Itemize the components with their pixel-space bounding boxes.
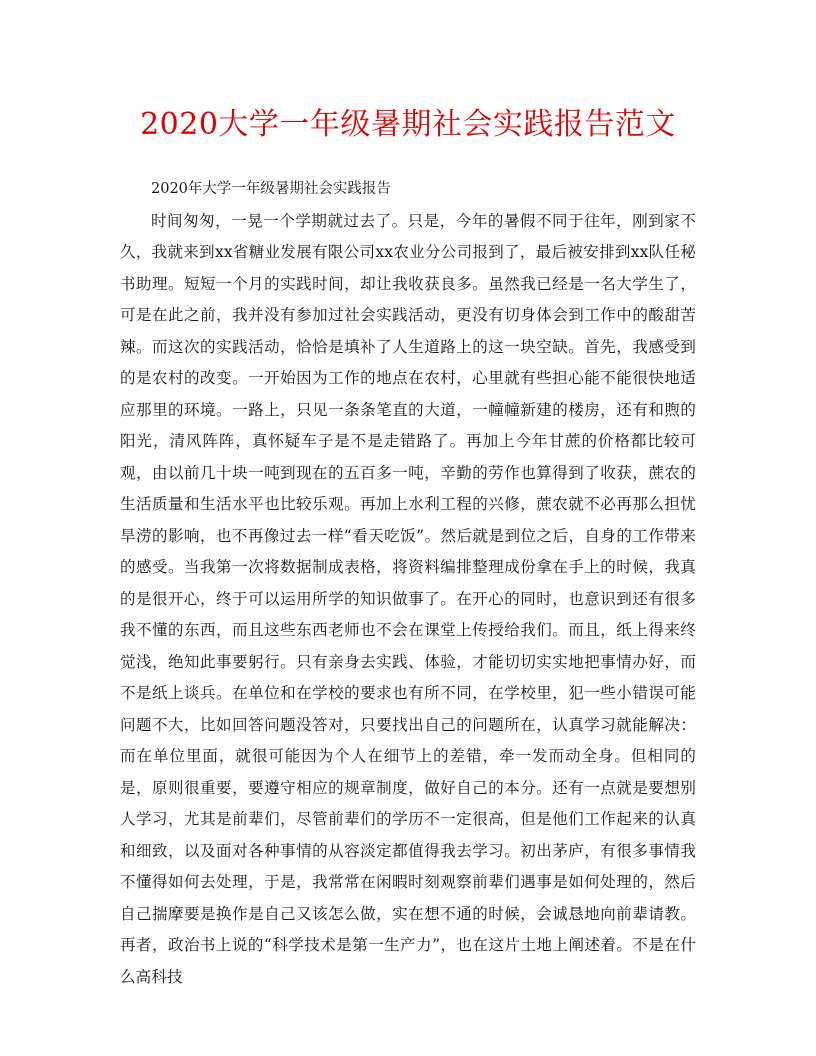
body-paragraph: 时间匆匆，一晃一个学期就过去了。只是，今年的暑假不同于往年，刚到家不久，我就来到xx省糖业发展有限公司xx农业分公司报到了，最后被安排到xx队任秘书助理。短短一个月的实践时间，却让我收获良多。虽然我已经是一名大学生了，可是在此之前，我并没有参加过社会实践活动，更没有切身体会到工作中的酸甜苦辣。而这次的实践活动，恰恰是填补了人生道路上的这一块空缺。首先，我感受到的是农村的改变。一开始因为工作的地点在农村，心里就有些担心能不能很快地适应那里的环境。一路上，只见一条条笔直的大道，一幢幢新建的楼房，还有和煦的阳光，清风阵阵，真怀疑车子是不是走错路了。再加上今年甘蔗的价格都比较可观，由以前几十块一吨到现在的五百多一吨，辛勤的劳作也算得到了收获，蔗农的生活质量和生活水平也比较乐观。再加上水利工程的兴修，蔗农就不必再那么担忧旱涝的影响，也不再像过去一样“看天吃饭”。然后就是到位之后，自身的工作带来的感受。当我第一次将数据制成表格，将资料编排整理成份拿在手上的时候，我真的是很开心，终于可以运用所学的知识做事了。在开心的同时，也意识到还有很多我不懂的东西，而且这些东西老师也不会在课堂上传授给我们。而且，纸上得来终觉浅，绝知此事要躬行。只有亲身去实践、体验，才能切切实实地把事情办好，而不是纸上谈兵。在单位和在学校的要求也有所不同，在学校里，犯一些小错误可能问题不大，比如回答问题没答对，只要找出自己的问题所在，认真学习就能解决：而在单位里面，就很可能因为个人在细节上的差错，牵一发而动全身。但相同的是，原则很重要，要遵守相应的规章制度，做好自己的本分。还有一点就是要想别人学习，尤其是前辈们，尽管前辈们的学历不一定很高，但是他们工作起来的认真和细致，以及面对各种事情的从容淡定都值得我去学习。初出茅庐，有很多事情我不懂得如何去处理，于是，我常常在闲暇时刻观察前辈们遇事是如何处理的，然后自己揣摩要是换作是自己又该怎么做，实在想不通的时候，会诚恳地向前辈请教。再者，政治书上说的“科学技术是第一生产力”，也在这片土地上阐述着。不是在什么高科技	[120, 211, 696, 986]
document-body	[120, 174, 696, 993]
document-subtitle: 2020年大学一年级暑期社会实践报告	[151, 181, 391, 197]
document-title: 2020大学一年级暑期社会实践报告范文	[140, 107, 676, 142]
